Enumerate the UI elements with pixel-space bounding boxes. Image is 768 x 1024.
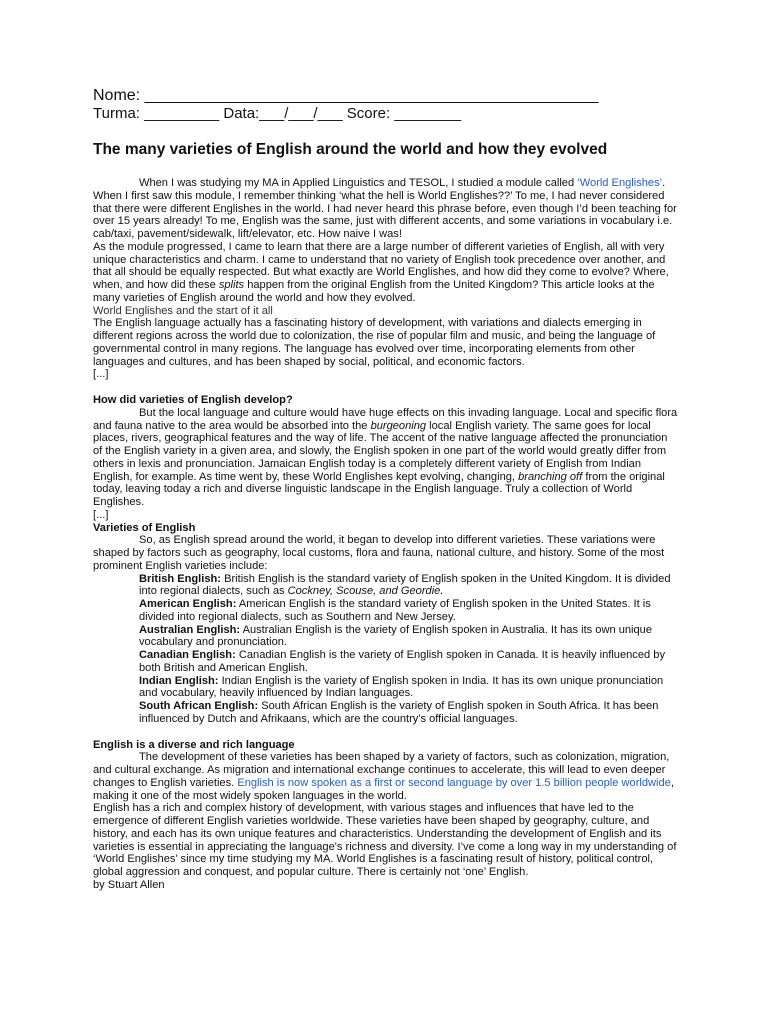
intro-text: happen from the original English from the United Kingdom? This article looks at the many varieties of English around the world and how they evolved. [93, 279, 655, 304]
article-body [93, 177, 678, 892]
intro-paragraph-1 [93, 177, 678, 241]
section4-paragraph-1 [93, 751, 678, 802]
variety-text: South African English is the variety of English spoken in South Africa. It has been influenced by Dutch and Afrikaans, which are the country's official languages. [139, 700, 659, 725]
variety-label: Canadian English: [139, 649, 236, 661]
intro-text: As the module progressed, I came to learn that there are a large number of different varieties of English, all with very unique characteristics and charm. I came to understand that no variety of English took precedence over another, and that all should be equally respected. But what exactly are World Englishes, and how did they come to evolve? Where, when, and how did these [93, 240, 669, 291]
intro-emphasis: splits [218, 279, 245, 291]
varieties-list [93, 573, 678, 726]
section3-intro: So, as English spread around the world, it began to develop into different varieties. These variations were shaped by factors such as geography, local customs, flora and fauna, national culture, and history. Some of the most prominent English varieties include: [93, 534, 665, 572]
section4-text: , making it one of the most widely spoken languages in the world. [93, 776, 674, 802]
variety-label: British English: [139, 572, 221, 585]
spacer [93, 381, 678, 394]
variety-label: American English: [139, 598, 237, 610]
section2-text: from the original today, leaving today a rich and diverse linguistic landscape in the English language. Truly a collection of World Englishes. [93, 470, 665, 508]
author-byline: by Stuart Allen [93, 878, 165, 891]
speakers-statistic-link[interactable]: English is now spoken as a first or second language by over 1.5 billion people worldwide [237, 776, 671, 789]
variety-item-american [139, 598, 678, 624]
intro-paragraph-2 [93, 241, 678, 305]
variety-item-british [139, 573, 678, 599]
section-heading-diverse: English is a diverse and rich language [93, 738, 295, 751]
section2-paragraph [93, 407, 678, 509]
variety-text: British English is the standard variety of English spoken in the United Kingdom. It is divided into regional dialects, such as [139, 572, 671, 598]
ellipsis: [...] [93, 368, 109, 381]
spacer [93, 726, 678, 739]
variety-label: South African English: [139, 700, 259, 712]
variety-item-australian [139, 624, 678, 650]
ellipsis: [...] [93, 508, 109, 521]
section2-text: local English variety. The same goes for local places, rivers, geographical features and the way of life. The accent of the native language affected the pronunciation of the English variety in a given area, and slowly, the English spoken in one part of the world would greatly differ from others in lexis and pronunciation. Jamaican English today is a completely different variety of English from Indian English, for example. As time went by, these World Englishes kept evolving, changing, [93, 419, 668, 483]
section-heading-develop: How did varieties of English develop? [93, 394, 293, 406]
name-line: Nome: ___________________________________________________ [93, 87, 599, 104]
section2-text: But the local language and culture would have huge effects on this invading language. Local and specific flora and fauna native to the area would be absorbed into the [93, 406, 678, 432]
world-englishes-link[interactable]: ‘World Englishes’ [577, 177, 663, 189]
variety-label: Australian English: [139, 623, 241, 636]
variety-label: Indian English: [139, 674, 219, 687]
variety-text: Indian English is the variety of English spoken in India. It has its own unique pronunciation and vocabulary, heavily influenced by Indian languages. [139, 674, 664, 700]
variety-item-canadian [139, 649, 678, 675]
section2-emphasis: burgeoning [370, 419, 427, 432]
variety-item-indian [139, 675, 678, 701]
section-heading-varieties: Varieties of English [93, 521, 196, 534]
intro-text: When I was studying my MA in Applied Linguistics and TESOL, I studied a module called [139, 177, 578, 189]
article-title: The many varieties of English around the world and how they evolved [93, 141, 608, 158]
class-date-score-line: Turma: _________ Data:___/___/___ Score: ________ [93, 105, 462, 122]
variety-text: Australian English is the variety of English spoken in Australia. It has its own unique vocabulary and pronunciation. [139, 623, 653, 649]
intro-text: . When I first saw this module, I remember thinking ‘what the hell is World Englishes??’ To me, I had never considered that there were different Englishes in the world. I had never heard this phrase before, even though I’d been teaching for over 15 years already! To me, English was the same, just with different accents, and some variations in vocabulary i.e. cab/taxi, pavement/sidewalk, lift/elevator, etc. How naive I was! [93, 177, 677, 240]
variety-text: American English is the standard variety of English spoken in the United States. It is divided into regional dialects, such as Southern and New Jersey. [139, 598, 651, 623]
section2-emphasis: branching off [518, 470, 583, 483]
variety-text: Canadian English is the variety of English spoken in Canada. It is heavily influenced by both British and American English. [139, 649, 665, 674]
variety-emphasis: Cockney, Scouse, and Geordie. [287, 585, 444, 598]
section1-paragraph: The English language actually has a fascinating history of development, with variations and dialects emerging in different regions across the world due to colonization, the rise of popular film and music, and being the language of governmental control in many regions. The language has evolved over time, incorporating elements from other languages and cultures, and has been shaped by social, political, and economic factors. [93, 317, 656, 368]
section4-text: The development of these varieties has been shaped by a variety of factors, such as colonization, migration, and cultural exchange. As migration and international exchange continues to accelerate, this will lead to even deeper changes to English varieties. [93, 751, 670, 789]
section-heading-world-englishes: World Englishes and the start of it all [93, 304, 273, 317]
variety-item-south-african [139, 700, 678, 726]
section4-paragraph-2: English has a rich and complex history of development, with various stages and influences that have led to the emergence of different English varieties worldwide. These varieties have been shaped by geography, culture, and history, and each has its own unique features and characteristics. Understanding the development of English and its varieties is essential in appreciating the language's richness and diversity. I’ve come a long way in my understanding of ‘World Englishes’ since my time studying my MA. World Englishes is a fascinating result of history, political control, global aggression and conquest, and popular culture. There is certainly not ‘one’ English. [93, 802, 677, 878]
